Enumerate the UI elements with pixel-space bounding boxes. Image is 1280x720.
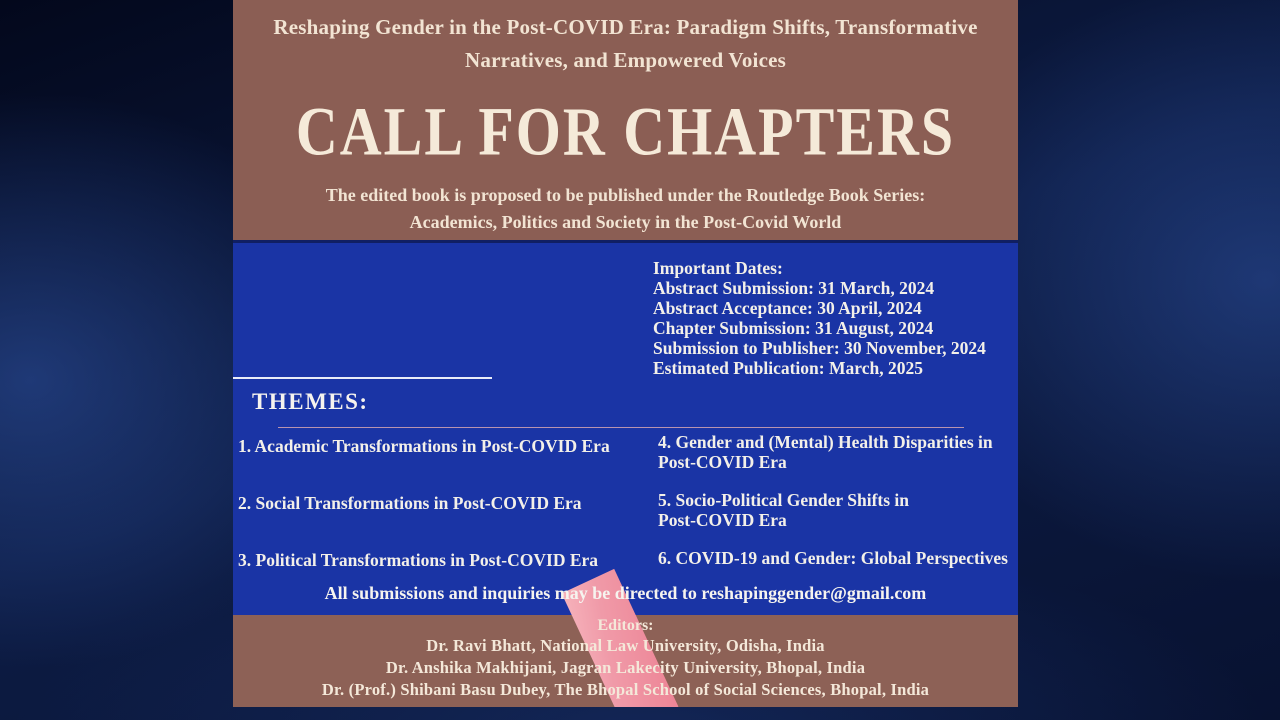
- theme-item-2: 2. Social Transformations in Post-COVID Era: [238, 493, 582, 513]
- date-submission-to-publisher: Submission to Publisher: 30 November, 2024: [653, 338, 986, 358]
- theme-item-5: [658, 491, 1016, 530]
- theme-item-4-line1: 4. Gender and (Mental) Health Disparities in: [658, 432, 993, 452]
- editor-2: Dr. Anshika Makhijani, Jagran Lakecity University, Bhopal, India: [385, 658, 866, 677]
- poster-body: [233, 240, 1018, 615]
- date-abstract-acceptance: Abstract Acceptance: 30 April, 2024: [653, 298, 922, 318]
- divider-line-thin: [278, 427, 964, 428]
- call-for-chapters-poster: [233, 0, 1018, 707]
- editor-1: Dr. Ravi Bhatt, National Law University, Odisha, India: [426, 636, 825, 655]
- theme-item-1: 1. Academic Transformations in Post-COVID Era: [238, 436, 610, 456]
- divider-line-left: [233, 377, 492, 379]
- important-dates-block: [653, 258, 1018, 378]
- book-title-line2: Narratives, and Empowered Voices: [465, 48, 786, 72]
- editor-3: Dr. (Prof.) Shibani Basu Dubey, The Bhopal School of Social Sciences, Bhopal, India: [321, 680, 930, 699]
- date-abstract-submission: Abstract Submission: 31 March, 2024: [653, 278, 935, 298]
- themes-heading: THEMES:: [252, 389, 369, 414]
- theme-item-4: [658, 433, 1016, 472]
- important-dates-heading: Important Dates:: [653, 258, 783, 278]
- call-for-chapters-heading: CALL FOR CHAPTERS: [295, 93, 956, 170]
- date-estimated-publication: Estimated Publication: March, 2025: [653, 358, 923, 378]
- book-series-line1: The edited book is proposed to be published under the Routledge Book Series:: [325, 185, 926, 205]
- theme-item-5-line1: 5. Socio-Political Gender Shifts in: [658, 490, 909, 510]
- editors-heading: Editors:: [597, 617, 654, 634]
- date-chapter-submission: Chapter Submission: 31 August, 2024: [653, 318, 934, 338]
- theme-item-5-line2: Post-COVID Era: [658, 509, 787, 530]
- book-series-line2: Academics, Politics and Society in the Post-Covid World: [409, 212, 842, 232]
- editors-section: [233, 615, 1018, 707]
- book-title-line1: Reshaping Gender in the Post-COVID Era: Paradigm Shifts, Transformative: [273, 15, 978, 39]
- book-title: [233, 0, 1018, 77]
- submissions-note: All submissions and inquiries may be directed to reshapinggender@gmail.com: [324, 583, 927, 603]
- theme-item-4-line2: Post-COVID Era: [658, 451, 787, 472]
- theme-item-6: 6. COVID-19 and Gender: Global Perspectives: [658, 548, 1008, 568]
- poster-header: [233, 0, 1018, 240]
- book-series-note: [233, 182, 1018, 236]
- theme-item-3: 3. Political Transformations in Post-COVID Era: [238, 550, 599, 570]
